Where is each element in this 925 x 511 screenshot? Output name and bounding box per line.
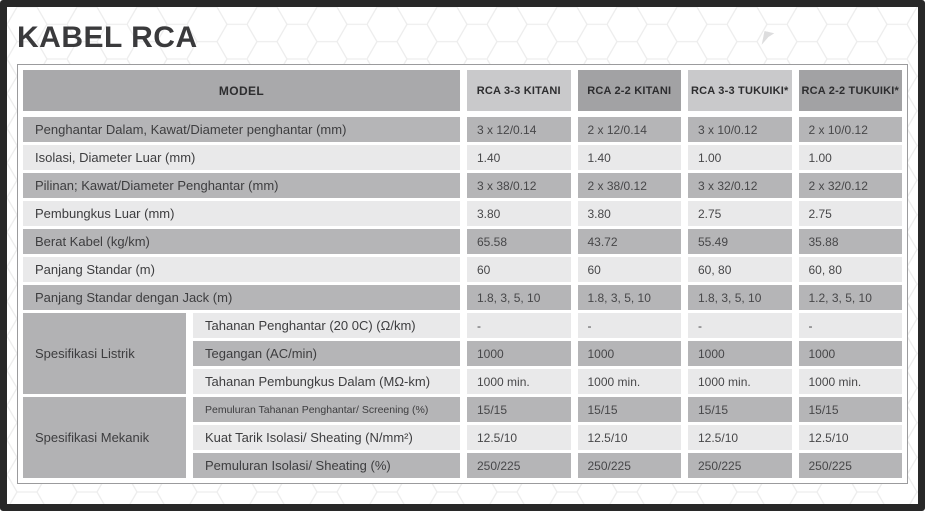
- table-header-row: [23, 70, 902, 111]
- row-label: Pilinan; Kawat/Diameter Penghantar (mm): [23, 173, 460, 198]
- table-row: [23, 257, 902, 282]
- value-cell: 1.8, 3, 5, 10: [688, 285, 792, 310]
- table-row: [193, 453, 902, 478]
- value-cell: 3 x 12/0.14: [467, 117, 571, 142]
- value-cell: 15/15: [799, 397, 903, 422]
- table-row: [193, 369, 902, 394]
- value-cell: 12.5/10: [578, 425, 682, 450]
- value-cell: 2.75: [688, 201, 792, 226]
- table-row: [23, 173, 902, 198]
- value-cell: 15/15: [688, 397, 792, 422]
- value-cell: 2.75: [799, 201, 903, 226]
- value-cell: 1000 min.: [688, 369, 792, 394]
- value-cell: 15/15: [467, 397, 571, 422]
- value-cell: 1000: [578, 341, 682, 366]
- page-title: KABEL RCA: [17, 21, 198, 54]
- value-cell: -: [578, 313, 682, 338]
- model-column-header: RCA 2-2 KITANI: [578, 70, 682, 111]
- value-cell: 2 x 10/0.12: [799, 117, 903, 142]
- model-column-header: RCA 3-3 TUKUIKI*: [688, 70, 792, 111]
- table-row: [23, 229, 902, 254]
- table-row: [193, 313, 902, 338]
- row-label: Pembungkus Luar (mm): [23, 201, 460, 226]
- value-cell: 1.00: [688, 145, 792, 170]
- value-cell: 1.00: [799, 145, 903, 170]
- value-cell: 3.80: [467, 201, 571, 226]
- table-row: [23, 145, 902, 170]
- value-cell: 43.72: [578, 229, 682, 254]
- value-cell: 15/15: [578, 397, 682, 422]
- value-cell: 2 x 38/0.12: [578, 173, 682, 198]
- value-cell: 12.5/10: [688, 425, 792, 450]
- model-column-header: RCA 3-3 KITANI: [467, 70, 571, 111]
- group-rows: [193, 313, 902, 394]
- value-cell: 60: [467, 257, 571, 282]
- value-cell: -: [799, 313, 903, 338]
- value-cell: 1.8, 3, 5, 10: [467, 285, 571, 310]
- row-label: Kuat Tarik Isolasi/ Sheating (N/mm²): [193, 425, 460, 450]
- value-cell: 55.49: [688, 229, 792, 254]
- row-label: Panjang Standar dengan Jack (m): [23, 285, 460, 310]
- row-label: Panjang Standar (m): [23, 257, 460, 282]
- row-label: Berat Kabel (kg/km): [23, 229, 460, 254]
- row-label: Tegangan (AC/min): [193, 341, 460, 366]
- value-cell: 12.5/10: [467, 425, 571, 450]
- value-cell: 1000 min.: [467, 369, 571, 394]
- row-label: Pemuluran Tahanan Penghantar/ Screening (%): [193, 397, 460, 422]
- table-group: [23, 397, 902, 478]
- table-row: [193, 341, 902, 366]
- value-cell: 65.58: [467, 229, 571, 254]
- value-cell: 250/225: [688, 453, 792, 478]
- spec-table: [17, 64, 908, 484]
- value-cell: 3 x 10/0.12: [688, 117, 792, 142]
- row-label: Tahanan Penghantar (20 0C) (Ω/km): [193, 313, 460, 338]
- value-cell: 1000 min.: [799, 369, 903, 394]
- row-label: Pemuluran Isolasi/ Sheating (%): [193, 453, 460, 478]
- value-cell: 1.2, 3, 5, 10: [799, 285, 903, 310]
- row-label: Tahanan Pembungkus Dalam (MΩ-km): [193, 369, 460, 394]
- group-label: Spesifikasi Listrik: [23, 313, 186, 394]
- value-cell: 2 x 12/0.14: [578, 117, 682, 142]
- value-cell: 1.8, 3, 5, 10: [578, 285, 682, 310]
- group-rows: [193, 397, 902, 478]
- value-cell: -: [467, 313, 571, 338]
- table-body: [23, 117, 902, 478]
- value-cell: 35.88: [799, 229, 903, 254]
- row-label: Isolasi, Diameter Luar (mm): [23, 145, 460, 170]
- table-row: [23, 201, 902, 226]
- table-group: [23, 313, 902, 394]
- value-cell: 1000: [799, 341, 903, 366]
- value-cell: -: [688, 313, 792, 338]
- table-row: [23, 117, 902, 142]
- value-cell: 250/225: [578, 453, 682, 478]
- value-cell: 3.80: [578, 201, 682, 226]
- value-cell: 1.40: [467, 145, 571, 170]
- table-row: [193, 397, 902, 422]
- value-cell: 12.5/10: [799, 425, 903, 450]
- row-label: Penghantar Dalam, Kawat/Diameter penghantar (mm): [23, 117, 460, 142]
- value-cell: 3 x 32/0.12: [688, 173, 792, 198]
- table-row: [193, 425, 902, 450]
- table-row: [23, 285, 902, 310]
- value-cell: 1000: [688, 341, 792, 366]
- value-cell: 1000: [467, 341, 571, 366]
- value-cell: 1.40: [578, 145, 682, 170]
- value-cell: 1000 min.: [578, 369, 682, 394]
- group-label: Spesifikasi Mekanik: [23, 397, 186, 478]
- model-column-header: MODEL: [23, 70, 460, 111]
- model-column-header: RCA 2-2 TUKUIKI*: [799, 70, 903, 111]
- value-cell: 2 x 32/0.12: [799, 173, 903, 198]
- value-cell: 250/225: [467, 453, 571, 478]
- value-cell: 60, 80: [688, 257, 792, 282]
- value-cell: 60: [578, 257, 682, 282]
- value-cell: 60, 80: [799, 257, 903, 282]
- value-cell: 250/225: [799, 453, 903, 478]
- value-cell: 3 x 38/0.12: [467, 173, 571, 198]
